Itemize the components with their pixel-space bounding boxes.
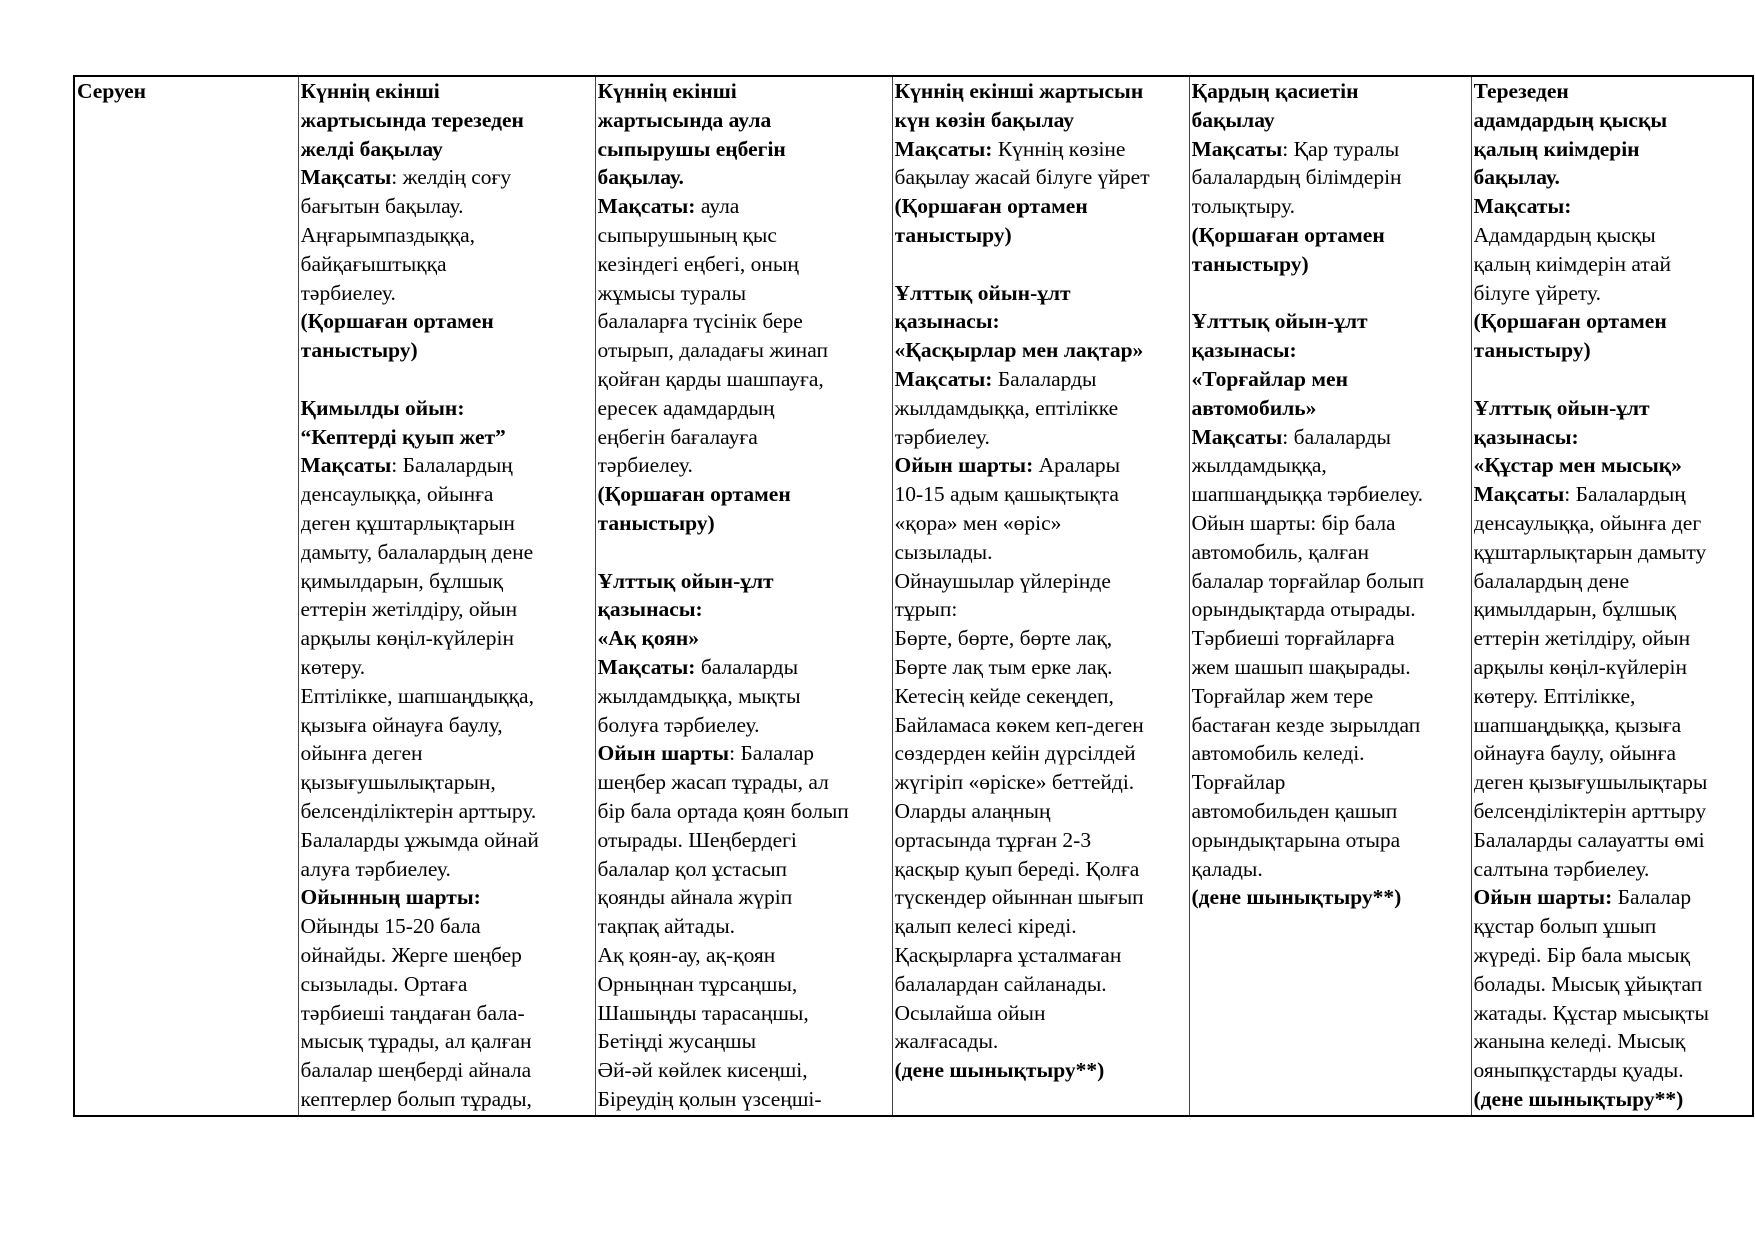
text-line: Қимылды ойын: (300, 395, 465, 420)
day-column (1189, 76, 1471, 1116)
text-line: білуге үйрету. (1473, 280, 1601, 305)
text-line: таныстыру) (1473, 338, 1591, 363)
text-line (301, 365, 593, 394)
text-run: Мақсаты (1473, 482, 1565, 507)
text-line: Адамдардың қысқы (1473, 222, 1656, 247)
text-line: арқылы көңіл-күйлерін (300, 626, 514, 651)
text-line: Аңғарымпаздыққа, (300, 222, 476, 247)
text-run: Аралары (1033, 453, 1121, 478)
text-run: Мақсаты: (597, 654, 696, 679)
text-run: Мақсаты (300, 453, 392, 478)
text-line: еңбегін бағалауға (597, 424, 758, 449)
text-line: отырып, даладағы жинап (597, 338, 828, 363)
text-line: бақылау жасай білуге үйрет (894, 165, 1150, 190)
text-line (598, 192, 890, 221)
text-line: Қасқырларға ұсталмаған (894, 942, 1122, 967)
text-line (301, 451, 593, 480)
text-line: таныстыру) (597, 510, 715, 535)
text-line: Күннің екінші (300, 79, 440, 103)
text-line: көтеру. (300, 654, 366, 679)
text-run: аула (695, 194, 740, 219)
text-line: еттерін жетілдіру, ойын (1473, 626, 1691, 651)
text-line: жұмысы туралы (597, 280, 747, 305)
text-line: «Ақ қоян» (597, 626, 700, 651)
row-label: Серуен (77, 79, 147, 103)
text-line (598, 538, 890, 567)
text-run: Балаларды (992, 366, 1097, 391)
text-run: Мақсаты (1191, 424, 1283, 449)
text-line: бағытын бақылау. (300, 194, 464, 219)
text-line: Ойынды 15-20 бала (300, 914, 481, 939)
text-run: : Балалар (729, 741, 815, 766)
text-line: Тәрбиеші торғайларға (1191, 626, 1395, 651)
text-line (1474, 365, 1751, 394)
text-line: болады. Мысық ұйықтап (1473, 971, 1703, 996)
text-line: (Қоршаған ортамен (1191, 222, 1385, 247)
text-line: адамдардың қысқы (1473, 107, 1668, 132)
text-line: Бөрте лақ тым ерке лақ. (894, 654, 1113, 679)
column-content (1192, 77, 1469, 1115)
text-run: балаларды (695, 654, 799, 679)
text-line: тұрып: (894, 597, 958, 622)
text-line: белсенділіктерін арттыру. (300, 798, 537, 823)
text-line: қазынасы: (597, 597, 703, 622)
text-line: «қора» мен «өріс» (894, 510, 1062, 535)
text-line: Осылайша ойын (894, 1000, 1046, 1025)
text-line: жартысында аула (597, 107, 772, 132)
text-line: таныстыру) (1191, 251, 1309, 276)
text-line: автомобильден қашып (1191, 798, 1398, 823)
text-line: автомобиль» (1191, 395, 1317, 420)
text-line: тақпақ айтады. (597, 914, 736, 939)
text-line: деген қызығушылықтары (1473, 770, 1708, 795)
text-line: (дене шынықтыру**) (1191, 885, 1402, 910)
text-line: «Торғайлар мен (1191, 366, 1348, 391)
text-line: қоянды айнала жүріп (597, 885, 793, 910)
text-line (895, 365, 1187, 394)
text-run: : желдің соғу (391, 165, 512, 190)
text-line: жанына келеді. Мысық (1473, 1029, 1686, 1054)
plan-table (73, 75, 1754, 1117)
text-line: ойнайды. Жерге шеңбер (300, 942, 522, 967)
text-line (301, 163, 593, 192)
text-line: (Қоршаған ортамен (1473, 309, 1667, 334)
text-run: Балалар (1612, 885, 1692, 910)
text-run: : Балалардың (1564, 482, 1686, 507)
text-run: : Балалардың (391, 453, 513, 478)
text-line: бақылау. (597, 165, 684, 190)
text-line: Ойын шарты: бір бала (1191, 510, 1396, 535)
text-line: арқылы көңіл-күйлерін (1473, 654, 1687, 679)
text-line: (дене шынықтыру**) (1473, 1086, 1684, 1111)
text-line: Ақ қоян-ау, ақ-қоян (597, 942, 776, 967)
text-line: қимылдарын, бұлшық (300, 568, 504, 593)
row-label-cell (74, 76, 298, 1116)
text-line: Күннің екінші (597, 79, 737, 103)
text-line: сыпырушының қыс (597, 222, 777, 247)
text-line: «Қасқырлар мен лақтар» (894, 338, 1144, 363)
text-line: құстар болып ұшып (1473, 914, 1657, 939)
text-line: байқағыштыққа (300, 251, 447, 276)
text-line: Ойнаушылар үйлерінде (894, 568, 1111, 593)
text-line: деген құштарлықтарын (300, 510, 515, 535)
text-line: бастаған кезде зырылдап (1191, 712, 1421, 737)
text-line: қалың киімдерін (1473, 136, 1640, 161)
text-line: қасқыр қуып береді. Қолға (894, 856, 1140, 881)
text-line: кептерлер болып тұрады, (300, 1086, 532, 1111)
text-line: Торғайлар (1191, 770, 1286, 795)
text-line: (дене шынықтыру**) (894, 1058, 1105, 1083)
text-run: Ойын шарты: (894, 453, 1034, 478)
text-line: балалардан сайланады. (894, 971, 1107, 996)
text-line: қалың киімдерін атай (1473, 251, 1672, 276)
text-run: Ойын шарты: (1473, 885, 1613, 910)
column-content (598, 77, 890, 1115)
text-line: Ұлттық ойын-ұлт (1191, 309, 1368, 334)
text-line: бір бала ортада қоян болып (597, 798, 849, 823)
text-line: ортасында тұрған 2-3 (894, 827, 1092, 852)
text-line (1192, 423, 1469, 452)
text-run: Мақсаты: (894, 136, 993, 161)
text-line: Қардың қасиетін (1191, 79, 1359, 103)
text-line (895, 451, 1187, 480)
text-line: жалғасады. (894, 1029, 999, 1054)
text-line: көтеру. Ептілікке, (1473, 683, 1636, 708)
text-line: шапшаңдыққа тәрбиелеу. (1191, 482, 1424, 507)
text-line: сызылады. (894, 539, 993, 564)
text-line: тәрбиеші таңдаған бала- (300, 1000, 525, 1025)
text-line: қалады. (1191, 856, 1263, 881)
text-line: таныстыру) (300, 338, 418, 363)
text-line: Ойынның шарты: (300, 885, 481, 910)
text-line: қызығушылықтарын, (300, 770, 496, 795)
text-line: қимылдарын, бұлшық (1473, 597, 1677, 622)
text-line: қазынасы: (1473, 424, 1579, 449)
text-line (1474, 480, 1751, 509)
text-run: : балаларды (1282, 424, 1391, 449)
text-line: Ұлттық ойын-ұлт (1473, 395, 1650, 420)
text-line: (Қоршаған ортамен (597, 482, 791, 507)
text-line: кезіндегі еңбегі, оның (597, 251, 799, 276)
text-line: Біреудің қолын үзсеңші- (597, 1086, 822, 1111)
text-line: шеңбер жасап тұрады, ал (597, 770, 829, 795)
text-line: балаларға түсінік бере (597, 309, 803, 334)
text-line: бақылау (1191, 107, 1275, 132)
text-line: 10-15 адым қашықтықта (894, 482, 1119, 507)
text-line: таныстыру) (894, 222, 1012, 247)
text-line: Шашыңды тарасаңшы, (597, 1000, 809, 1025)
text-line: қызыға ойнауға баулу, (300, 712, 503, 737)
text-line: мысық тұрады, ал қалған (300, 1029, 532, 1054)
text-line: орындықтарына отыра (1191, 827, 1401, 852)
text-line: Бетіңді жусаңшы (597, 1029, 757, 1054)
text-line: Байламаса көкем кеп-деген (894, 712, 1144, 737)
text-line: (Қоршаған ортамен (894, 194, 1088, 219)
text-line: Кетесің кейде секеңдеп, (894, 683, 1114, 708)
text-line: дамыту, балалардың дене (300, 539, 534, 564)
text-run: Ойын шарты (597, 741, 730, 766)
text-line: Ұлттық ойын-ұлт (597, 568, 774, 593)
text-line: жүгіріп «өріске» беттейді. (894, 770, 1135, 795)
text-line (598, 653, 890, 682)
text-line: жүреді. Бір бала мысық (1473, 942, 1691, 967)
text-line: денсаулыққа, ойынға (300, 482, 494, 507)
text-line (1474, 883, 1751, 912)
text-run: Мақсаты (1191, 136, 1283, 161)
text-line: тәрбиелеу. (597, 453, 693, 478)
text-line: автомобиль келеді. (1191, 741, 1365, 766)
text-line: тәрбиелеу. (300, 280, 396, 305)
text-run: Мақсаты: (894, 366, 993, 391)
text-line: күн көзін бақылау (894, 107, 1075, 132)
text-line (1192, 279, 1469, 308)
text-line: Торғайлар жем тере (1191, 683, 1374, 708)
text-line: “Кептерді қуып жет” (300, 424, 506, 449)
column-content (895, 77, 1187, 1115)
text-line: (Қоршаған ортамен (300, 309, 494, 334)
text-line: қалып келесі кіреді. (894, 914, 1077, 939)
text-line: отырады. Шеңбердегі (597, 827, 797, 852)
text-line: қазынасы: (1191, 338, 1297, 363)
text-line: ересек адамдардың (597, 395, 775, 420)
text-line: еттерін жетілдіру, ойын (300, 597, 518, 622)
text-line: қойған қарды шашпауға, (597, 366, 824, 391)
text-line: Орныңнан тұрсаңшы, (597, 971, 798, 996)
text-line: Балаларды салауатты өмі (1473, 827, 1705, 852)
day-column (595, 76, 892, 1116)
text-line: «Құстар мен мысық» (1473, 453, 1682, 478)
text-line: желді бақылау (300, 136, 443, 161)
text-line: Күннің екінші жартысын (894, 79, 1144, 103)
text-line (895, 250, 1187, 279)
text-line: денсаулыққа, ойынға дег (1473, 510, 1702, 535)
text-line: түскендер ойыннан шығып (894, 885, 1144, 910)
text-line: белсенділіктерін арттыру (1473, 798, 1707, 823)
text-line: сызылады. Ортаға (300, 971, 468, 996)
text-line: жатады. Құстар мысықты (1473, 1000, 1709, 1025)
text-line: Әй-әй көйлек кисеңші, (597, 1058, 808, 1083)
text-line: балалар шеңберді айнала (300, 1058, 532, 1083)
text-line: жылдамдыққа, мықты (597, 683, 801, 708)
text-line: автомобиль, қалған (1191, 539, 1369, 564)
text-line: тәрбиелеу. (894, 424, 990, 449)
text-run: Мақсаты (300, 165, 392, 190)
text-line (895, 135, 1187, 164)
text-line: қазынасы: (894, 309, 1000, 334)
text-line: сыпырушы еңбегін (597, 136, 786, 161)
text-line: ояныпқұстарды қуады. (1473, 1058, 1684, 1083)
text-line: Оларды алаңның (894, 798, 1051, 823)
text-line: салтына тәрбиелеу. (1473, 856, 1650, 881)
table-row (74, 76, 1753, 1116)
text-line: Ептілікке, шапшаңдыққа, (300, 683, 534, 708)
text-line (598, 739, 890, 768)
text-line: балалар қол ұстасып (597, 856, 788, 881)
text-line: шапшаңдыққа, қызыға (1473, 712, 1682, 737)
text-line: балалардың дене (1473, 568, 1630, 593)
text-line: балалардың білімдерін (1191, 165, 1402, 190)
text-line: Терезеден (1473, 79, 1569, 103)
text-line: жылдамдыққа, (1191, 453, 1327, 478)
day-column (298, 76, 595, 1116)
text-line: ойнауға баулу, ойынға (1473, 741, 1677, 766)
text-line: жем шашып шақырады. (1191, 654, 1411, 679)
text-line (1192, 135, 1469, 164)
text-line: балалар торғайлар болып (1191, 568, 1424, 593)
text-line: толықтыру. (1191, 194, 1295, 219)
day-column (892, 76, 1189, 1116)
text-line: Ұлттық ойын-ұлт (894, 280, 1071, 305)
text-run: Мақсаты: (597, 194, 696, 219)
text-line: жартысында терезеден (300, 107, 524, 132)
text-line: Бөрте, бөрте, бөрте лақ, (894, 626, 1113, 651)
column-content (1474, 77, 1751, 1115)
text-line: жылдамдыққа, ептілікке (894, 395, 1119, 420)
column-content (301, 77, 593, 1115)
text-line: құштарлықтарын дамыту (1473, 539, 1707, 564)
text-line: алуға тәрбиелеу. (300, 856, 451, 881)
text-run: : Қар туралы (1282, 136, 1400, 161)
text-line: сөздерден кейін дүрсілдей (894, 741, 1136, 766)
text-line: орындықтарда отырады. (1191, 597, 1416, 622)
text-run: Күннің көзіне (992, 136, 1126, 161)
text-line: болуға тәрбиелеу. (597, 712, 760, 737)
text-line: бақылау. (1473, 165, 1560, 190)
text-line: Мақсаты: (1473, 194, 1572, 219)
day-column (1471, 76, 1753, 1116)
text-line: Балаларды ұжымда ойнай (300, 827, 539, 852)
text-line: ойынға деген (300, 741, 423, 766)
